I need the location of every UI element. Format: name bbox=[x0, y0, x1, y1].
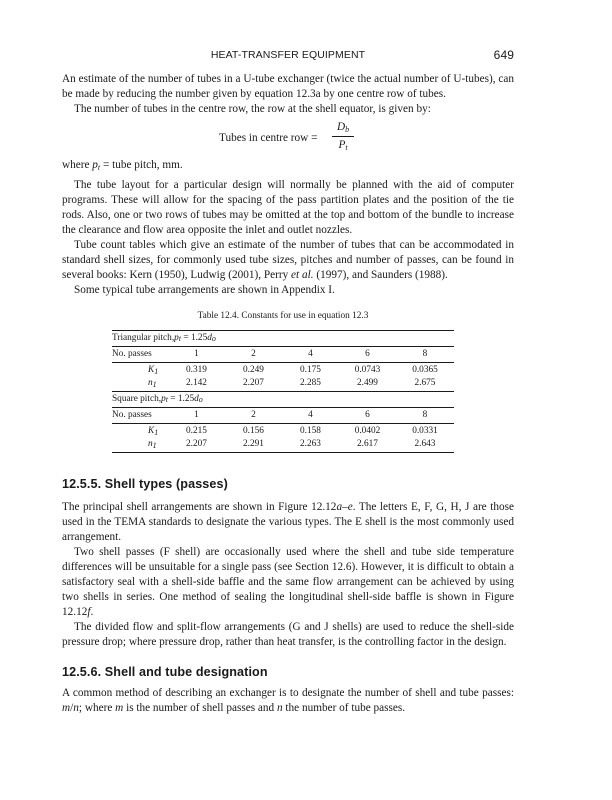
table-header-passes-label: No. passes bbox=[112, 410, 152, 420]
running-head bbox=[62, 49, 514, 65]
table-header-row bbox=[112, 408, 454, 423]
table-header-row bbox=[112, 347, 454, 362]
table-row-triangular-n1: $n_1$ 2.142 2.207 2.285 2.499 2.675 bbox=[112, 376, 454, 392]
page-body bbox=[62, 72, 514, 716]
equation-tubes-centre-row bbox=[62, 118, 514, 158]
table-cell: 2.643 bbox=[414, 438, 436, 449]
paragraph-tube-layout: The tube layout for a particular design will normally be planned with the aid of computer programs. These will allow for the spacing of the pass partition plates and the position of the tie rods. Also, one or two rows of tubes may be omitted at the top and bottom of the bundle to increase the clearance and flow area opposite the inlet and outlet nozzles. bbox=[62, 179, 514, 236]
table-header-cell: 2 bbox=[251, 410, 256, 420]
equation-lhs: Tubes in centre row = bbox=[219, 132, 318, 144]
table-cell: 0.319 bbox=[186, 365, 207, 375]
table-header-passes-label: No. passes bbox=[112, 349, 152, 359]
paragraph-divided-flow: The divided flow and split-flow arrangements (G and J shells) are used to reduce the shell-side pressure drop; where pressure drop, rather than heat transfer, is the controlling factor in the design. bbox=[62, 621, 514, 648]
table-header-cell: 6 bbox=[365, 349, 370, 359]
table-cell: 2.291 bbox=[243, 438, 264, 449]
table-header-cell: 2 bbox=[251, 349, 256, 359]
paragraph-tube-count-tables: Tube count tables which give an estimate of the number of tubes that can be accommodated in standard shell sizes, for commonly used tube sizes, pitches and number of passes, can be found in several books: Kern (1950), Ludwig (2001), Perry et al. (1997), and Saunders (1988). bbox=[62, 239, 514, 281]
equation-fraction bbox=[332, 120, 354, 153]
table-cell: 2.499 bbox=[357, 377, 378, 388]
table-cell: 0.156 bbox=[243, 426, 264, 436]
section-heading-shell-types: 12.5.5. Shell types (passes) bbox=[62, 477, 228, 491]
table-caption: Table 12.4. Constants for use in equation 12.3 bbox=[197, 311, 369, 321]
table-cell: 2.675 bbox=[414, 377, 436, 388]
paragraph-designation: A common method of describing an exchanger is to designate the number of shell and tube passes: m/n; where m is the number of shell passes and n the number of tube passes. bbox=[62, 687, 514, 714]
paragraph-where-pitch: where $p_t$ = tube pitch, mm. bbox=[62, 159, 183, 172]
table-cell: 0.0331 bbox=[412, 426, 438, 436]
table-header-cell: 1 bbox=[194, 349, 199, 359]
table-cell: 2.142 bbox=[186, 377, 207, 388]
section-heading-shell-tube-designation: 12.5.6. Shell and tube designation bbox=[62, 665, 268, 679]
paragraph-centre-row-intro: The number of tubes in the centre row, the row at the shell equator, is given by: bbox=[74, 103, 431, 115]
table-header-cell: 4 bbox=[308, 410, 313, 420]
table-cell: 2.207 bbox=[186, 438, 207, 449]
paragraph-u-tube-estimate: An estimate of the number of tubes in a U-tube exchanger (twice the actual number of U-tubes), can be made by reducing the number given by equation 12.3a by one centre row of tubes. bbox=[62, 73, 514, 100]
table-cell: 0.0365 bbox=[412, 365, 438, 375]
table-header-cell: 4 bbox=[308, 349, 313, 359]
table-rule bbox=[112, 452, 454, 453]
table-cell: 2.207 bbox=[243, 377, 264, 388]
table-row-square-n1: $n_1$ 2.207 2.291 2.263 2.617 2.643 bbox=[112, 437, 454, 453]
table-section-title-triangular: Triangular pitch, p t = 1.25 d o bbox=[112, 333, 216, 343]
table-cell: 0.175 bbox=[300, 365, 321, 375]
paragraph-shell-arrangements: The principal shell arrangements are shown in Figure 12.12a–e. The letters E, F, G, H, J are those used in the TEMA standards to designate the various types. The E shell is the most commonly used arrangement. bbox=[62, 501, 514, 543]
table-cell: 2.263 bbox=[300, 438, 321, 449]
table-row-square-k1: $K_1$ 0.215 0.156 0.158 0.0402 0.0331 bbox=[112, 424, 454, 437]
running-head-title: HEAT-TRANSFER EQUIPMENT bbox=[210, 49, 366, 61]
table-cell: 2.285 bbox=[300, 377, 321, 388]
table-header-cell: 8 bbox=[422, 410, 428, 420]
table-header-cell: 6 bbox=[365, 410, 370, 420]
table-header-cell: 1 bbox=[194, 410, 199, 420]
page-number: 649 bbox=[493, 48, 514, 62]
table-row-triangular-k1: $K_1$ 0.319 0.249 0.175 0.0743 0.0365 bbox=[112, 363, 454, 376]
paragraph-appendix: Some typical tube arrangements are shown in Appendix I. bbox=[74, 284, 335, 296]
table-cell: 0.215 bbox=[186, 426, 207, 436]
table-section-title-square: Square pitch, p t = 1.25 d o bbox=[112, 394, 203, 404]
table-cell: 0.249 bbox=[243, 365, 264, 375]
table-cell: 0.158 bbox=[300, 426, 321, 436]
table-cell: 2.617 bbox=[357, 438, 378, 449]
table-cell: 0.0402 bbox=[354, 426, 381, 436]
table-header-cell: 8 bbox=[422, 349, 428, 359]
equation-denominator: $P_t$ bbox=[338, 139, 348, 152]
table-12-4 bbox=[112, 311, 454, 453]
table-cell: 0.0743 bbox=[354, 365, 381, 375]
equation-numerator: $D_b$ bbox=[332, 120, 354, 137]
paragraph-two-shell-passes: Two shell passes (F shell) are occasionally used where the shell and tube side temperature differences will be unsuitable for a single pass (see Section 12.6). However, it is difficult to obtain a satisfactory seal with a shell-side baffle and the same flow arrangement can be achieved by using two shells in series. One method of sealing the longitudinal shell-side baffle is shown in Figure 12.12f. bbox=[62, 546, 514, 618]
